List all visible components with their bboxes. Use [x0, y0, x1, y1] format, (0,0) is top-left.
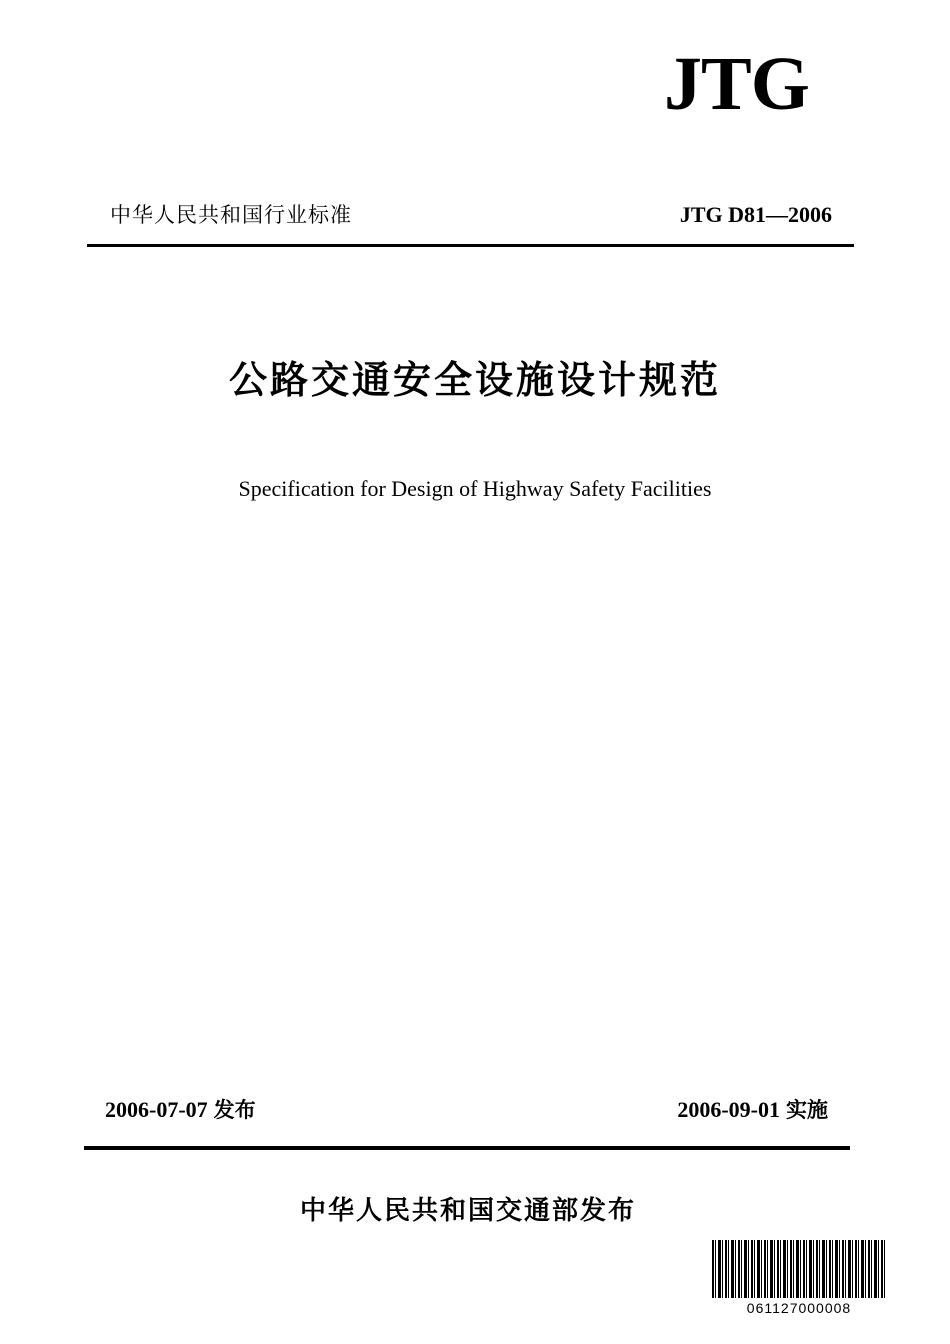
issue-date: 2006-07-07	[105, 1097, 208, 1122]
top-divider	[87, 244, 854, 247]
publisher: 中华人民共和国交通部发布	[299, 1196, 636, 1226]
barcode-icon	[712, 1240, 886, 1298]
standard-number: JTG D81—2006	[679, 202, 832, 227]
effective-label: 实施	[786, 1098, 828, 1122]
bottom-divider	[84, 1146, 850, 1150]
issue-date-line	[105, 1095, 256, 1125]
barcode-number: 061127000008	[746, 1300, 852, 1316]
issue-label: 发布	[213, 1098, 256, 1122]
title-chinese: 公路交通安全设施设计规范	[228, 358, 721, 402]
effective-date: 2006-09-01	[677, 1097, 780, 1122]
standard-category: 中华人民共和国行业标准	[110, 203, 352, 227]
title-english: Specification for Design of Highway Safety Facilities	[238, 476, 712, 501]
effective-date-line	[677, 1095, 828, 1125]
jtg-logo: JTG	[664, 42, 809, 126]
